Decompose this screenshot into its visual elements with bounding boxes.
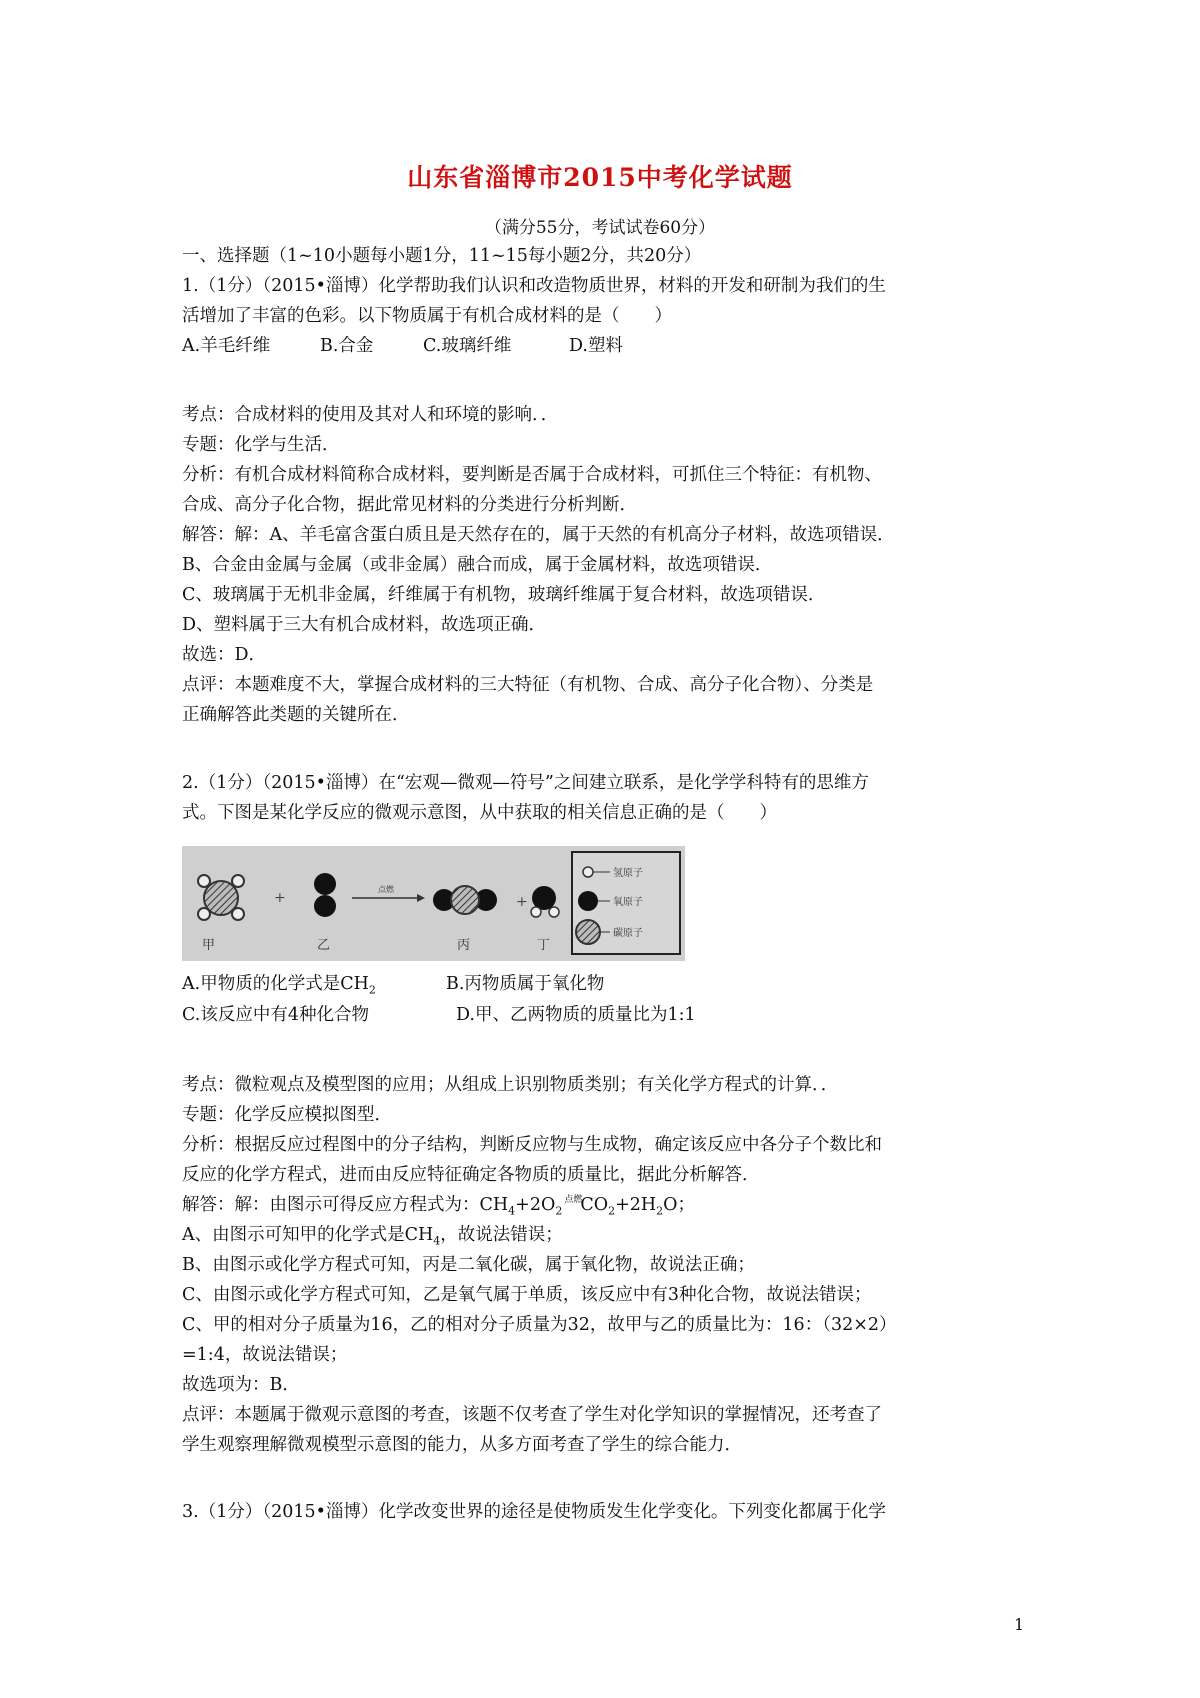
label-ding: 丁 xyxy=(537,938,551,953)
label-yi: 乙 xyxy=(317,938,331,953)
molecule-jia-icon xyxy=(198,875,244,920)
equation-condition: 点燃 xyxy=(564,1195,583,1205)
molecule-bing-icon xyxy=(433,886,497,914)
q2-jieda-d-line2: =1:4，故说法错误； xyxy=(182,1345,348,1365)
legend-carbon: 碳原子 xyxy=(613,928,643,939)
q2-jieda-equation: 解答：解：由图示可得反应方程式为：$CH_4+2O_2^{点燃}CO_2+2H_2O$； xyxy=(182,1195,695,1218)
q1-dianping-line1: 点评：本题难度不大，掌握合成材料的三大特征（有机物、合成、高分子化合物）、分类是 xyxy=(182,675,874,695)
q1-option-b: B.合金 xyxy=(320,336,374,356)
label-jia: 甲 xyxy=(202,938,216,953)
q2-jieda-a: A、由图示可知甲的化学式是$CH_4$，故说法错误； xyxy=(182,1225,563,1248)
q1-jieda-line2: B、合金由金属与金属（或非金属）融合而成，属于金属材料，故选项错误． xyxy=(182,555,773,575)
q2-answer: 故选项为：B． xyxy=(182,1375,300,1395)
q2-option-a: A.甲物质的化学式是$CH_2$ xyxy=(182,974,376,997)
q2-zhuanti: 专题：化学反应模拟图型． xyxy=(182,1105,392,1125)
q2-option-c: C.该反应中有4种化合物 xyxy=(182,1005,369,1025)
q1-option-c: C.玻璃纤维 xyxy=(423,336,512,356)
q1-option-a: A.羊毛纤维 xyxy=(182,336,271,356)
molecule-ding-icon xyxy=(531,886,559,917)
q1-dianping-line2: 正确解答此类题的关键所在． xyxy=(182,705,410,725)
q2-kaodian: 考点：微粒观点及模型图的应用；从组成上识别物质类别；有关化学方程式的计算．． xyxy=(182,1075,839,1095)
page-number: 1 xyxy=(1014,1615,1025,1634)
arrow-condition: 点燃 xyxy=(378,885,394,894)
q2-jieda-b: B、由图示或化学方程式可知，丙是二氧化碳，属于氧化物，故说法正确； xyxy=(182,1255,755,1275)
q1-stem-line1: 1.（1分）（2015•淄博）化学帮助我们认识和改造物质世界，材料的开发和研制为我们的生 xyxy=(182,276,886,296)
q1-options xyxy=(182,331,1042,361)
molecule-yi-icon xyxy=(314,873,336,917)
plus-sign-1: + xyxy=(274,890,286,906)
reaction-diagram xyxy=(182,846,685,961)
q1-zhuanti: 专题：化学与生活． xyxy=(182,435,340,455)
q2-fenxi-line1: 分析：根据反应过程图中的分子结构，判断反应物与生成物，确定该反应中各分子个数比和 xyxy=(182,1135,882,1155)
q1-kaodian: 考点：合成材料的使用及其对人和环境的影响．． xyxy=(182,405,559,425)
q1-jieda-line3: C、玻璃属于无机非金属，纤维属于有机物，玻璃纤维属于复合材料，故选项错误． xyxy=(182,585,826,605)
q2-options-line2 xyxy=(182,1000,1042,1030)
q1-fenxi-line2: 合成、高分子化合物，据此常见材料的分类进行分析判断． xyxy=(182,495,637,515)
q1-stem-line2: 活增加了丰富的色彩。以下物质属于有机合成材料的是（ ） xyxy=(182,306,672,326)
q3-stem-line1: 3.（1分）（2015•淄博）化学改变世界的途径是使物质发生化学变化。下列变化都属于化学 xyxy=(182,1502,886,1522)
q2-jieda-d-line1: C、甲的相对分子质量为16，乙的相对分子质量为32，故甲与乙的质量比为：16：（32×2） xyxy=(182,1315,897,1335)
q2-fenxi-line2: 反应的化学方程式，进而由反应特征确定各物质的质量比，据此分析解答． xyxy=(182,1165,760,1185)
legend-oxygen: 氧原子 xyxy=(613,897,643,908)
q1-jieda-line4: D、塑料属于三大有机合成材料，故选项正确． xyxy=(182,615,547,635)
q1-jieda-line1: 解答：解：A、羊毛富含蛋白质且是天然存在的，属于天然的有机高分子材料，故选项错误． xyxy=(182,525,895,545)
q1-fenxi-line1: 分析：有机合成材料简称合成材料，要判断是否属于合成材料，可抓住三个特征：有机物、 xyxy=(182,465,882,485)
q2-dianping-line1: 点评：本题属于微观示意图的考查，该题不仅考查了学生对化学知识的掌握情况，还考查了 xyxy=(182,1405,882,1425)
label-bing: 丙 xyxy=(457,938,471,953)
q1-option-d: D.塑料 xyxy=(569,336,623,356)
q2-stem-line1: 2.（1分）（2015•淄博）在“宏观—微观—符号”之间建立联系，是化学学科特有的思维方 xyxy=(182,773,869,793)
q2-jieda-c: C、由图示或化学方程式可知，乙是氧气属于单质，该反应中有3种化合物，故说法错误； xyxy=(182,1285,872,1305)
section-heading: 一、选择题（1~10小题每小题1分，11~15每小题2分，共20分） xyxy=(182,246,702,266)
page-subtitle: （满分55分，考试试卷60分） xyxy=(484,218,716,238)
q2-option-b: B.丙物质属于氧化物 xyxy=(446,974,605,994)
reaction-arrow-icon xyxy=(352,894,425,902)
legend-hydrogen: 氢原子 xyxy=(613,868,643,879)
page-title: 山东省淄博市2015中考化学试题 xyxy=(407,163,793,192)
q1-answer: 故选：D． xyxy=(182,645,267,665)
q2-stem-line2: 式。下图是某化学反应的微观示意图，从中获取的相关信息正确的是（ ） xyxy=(182,803,777,823)
q2-option-d: D.甲、乙两物质的质量比为1:1 xyxy=(456,1005,696,1025)
q2-dianping-line2: 学生观察理解微观模型示意图的能力，从多方面考查了学生的综合能力． xyxy=(182,1435,742,1455)
plus-sign-2: + xyxy=(516,894,528,910)
